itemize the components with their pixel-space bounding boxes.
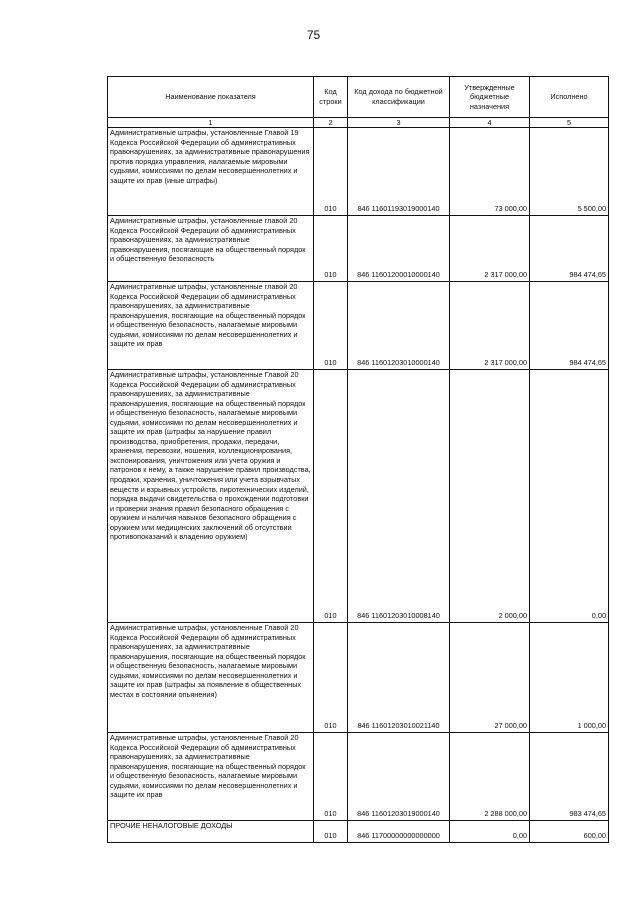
row-kbk: 846 11700000000000000 xyxy=(348,821,450,843)
row-kbk: 846 11601203010021140 xyxy=(348,623,450,733)
row-name: Административные штрафы, установленные главой 20 Кодекса Российской Федерации об административных правонарушениях, за административные правонарушения, посягающие на общественный порядок и общественную безопасность, налагаемые мировыми судьями, комиссиями по делам несовершеннолетних и защите их прав xyxy=(108,282,314,370)
header-name: Наименование показателя xyxy=(108,77,314,118)
row-approved: 2 288 000,00 xyxy=(450,733,530,821)
table-row xyxy=(108,128,609,216)
row-kbk: 846 11601193019000140 xyxy=(348,128,450,216)
table-row xyxy=(108,370,609,623)
table-header-row xyxy=(108,77,609,118)
row-executed: 5 500,00 xyxy=(530,128,609,216)
row-kbk: 846 11601203010008140 xyxy=(348,370,450,623)
row-name: Административные штрафы, установленные Главой 20 Кодекса Российской Федерации об административных правонарушениях, за административные правонарушения, посягающие на общественный порядок и общественную безопасность, налагаемые мировыми судьями, комиссиями по делам несовершеннолетних и защите их прав (штрафы за появление в общественных местах в состоянии опьянения) xyxy=(108,623,314,733)
table-row xyxy=(108,282,609,370)
row-code: 010 xyxy=(314,733,348,821)
table-row xyxy=(108,821,609,843)
row-code: 010 xyxy=(314,282,348,370)
row-name: Административные штрафы, установленные Главой 19 Кодекса Российской Федерации об административных правонарушениях, за административные правонарушения против порядка управления, налагаемые мировыми судьями, комиссиями по делам несовершеннолетних и защите их прав (иные штрафы) xyxy=(108,128,314,216)
row-kbk: 846 11601203019000140 xyxy=(348,733,450,821)
header-executed: Исполнено xyxy=(530,77,609,118)
table-row xyxy=(108,623,609,733)
row-executed: 0,00 xyxy=(530,370,609,623)
header-kbk: Код дохода по бюджетной классификации xyxy=(348,77,450,118)
row-name: Административные штрафы, установленные Главой 20 Кодекса Российской Федерации об административных правонарушениях, за административные правонарушения, посягающие на общественный порядок и общественную безопасность, налагаемые мировыми судьями, комиссиями по делам несовершеннолетних и защите их прав xyxy=(108,733,314,821)
row-name: Административные штрафы, установленные Главой 20 Кодекса Российской Федерации об административных правонарушениях, за административные правонарушения, посягающие на общественный порядок и общественную безопасность, налагаемые мировыми судьями, комиссиями по делам несовершеннолетних и защите их прав (штрафы за нарушение правил производства, приобретения, продажи, передачи, хранения, перевозки, ношения, коллекционирования, экспонирования, уничтожения или учета оружия и патронов к нему, а также нарушение правил производства, продажи, хранения, уничтожения или учета взрывчатых веществ и взрывных устройств, пиротехнических изделий, порядка выдачи свидетельства о прохождении подготовки и проверки знания правил безопасного обращения с оружием и наличия навыков безопасного обращения с оружием или медицинских заключений об отсутствии противопоказаний к владению оружием) xyxy=(108,370,314,623)
table-row xyxy=(108,733,609,821)
page-number: 75 xyxy=(306,28,321,42)
row-code: 010 xyxy=(314,821,348,843)
row-approved: 73 000,00 xyxy=(450,128,530,216)
column-number: 3 xyxy=(348,118,450,128)
row-code: 010 xyxy=(314,128,348,216)
column-number-row xyxy=(108,118,609,128)
row-executed: 984 474,65 xyxy=(530,282,609,370)
row-code: 010 xyxy=(314,370,348,623)
column-number: 1 xyxy=(108,118,314,128)
row-approved: 0,00 xyxy=(450,821,530,843)
row-executed: 1 000,00 xyxy=(530,623,609,733)
income-table xyxy=(107,76,609,843)
row-name: ПРОЧИЕ НЕНАЛОГОВЫЕ ДОХОДЫ xyxy=(108,821,314,843)
row-approved: 27 000,00 xyxy=(450,623,530,733)
row-executed: 600,00 xyxy=(530,821,609,843)
row-approved: 2 317 000,00 xyxy=(450,216,530,282)
row-kbk: 846 11601203010000140 xyxy=(348,282,450,370)
row-name: Административные штрафы, установленные главой 20 Кодекса Российской Федерации об административных правонарушениях, за административные правонарушения, посягающие на общественный порядок и общественную безопасность xyxy=(108,216,314,282)
row-executed: 984 474,65 xyxy=(530,216,609,282)
header-code: Код строки xyxy=(314,77,348,118)
row-kbk: 846 11601200010000140 xyxy=(348,216,450,282)
column-number: 4 xyxy=(450,118,530,128)
row-code: 010 xyxy=(314,623,348,733)
row-approved: 2 000,00 xyxy=(450,370,530,623)
row-code: 010 xyxy=(314,216,348,282)
row-approved: 2 317 000,00 xyxy=(450,282,530,370)
column-number: 5 xyxy=(530,118,609,128)
header-approved: Утвержденные бюджетные назначения xyxy=(450,77,530,118)
table-row xyxy=(108,216,609,282)
row-executed: 983 474,65 xyxy=(530,733,609,821)
column-number: 2 xyxy=(314,118,348,128)
